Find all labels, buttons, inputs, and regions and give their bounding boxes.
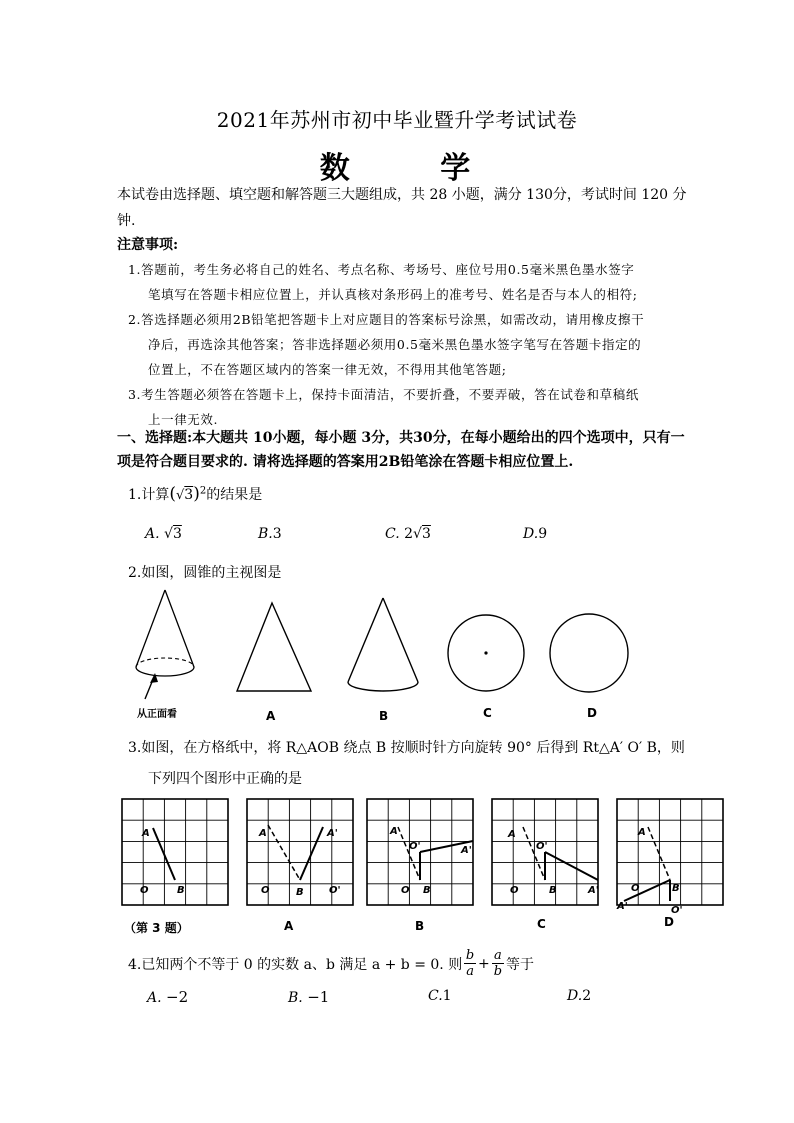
q1-option-c[interactable]: C. 2√3 (385, 526, 431, 542)
note-2-line2: 净后，再选涂其他答案；答非选择题必须用0.5毫米黑色墨水签字笔写在答题卡指定的 (148, 337, 642, 352)
svg-text:O: O (631, 883, 640, 894)
svg-text:O': O' (409, 841, 421, 852)
q3-caption: （第 3 题） (124, 921, 189, 935)
q1-option-d[interactable]: D.9 (523, 526, 548, 542)
svg-text:O: O (140, 885, 149, 896)
q3-option-d-figure[interactable] (616, 799, 723, 915)
q3-label-d: D (664, 915, 674, 929)
q2-figures (120, 585, 650, 725)
exam-title: 2021年苏州市初中毕业暨升学考试试卷 (216, 108, 578, 132)
q4-option-b[interactable]: B. −1 (288, 988, 330, 1006)
q3-label-a: A (284, 919, 294, 933)
svg-text:A: A (508, 829, 516, 840)
q1-stem-post: 的结果是 (206, 487, 263, 503)
q1-radicand: 3 (184, 487, 194, 503)
q4-option-a[interactable]: A. −2 (147, 988, 189, 1006)
svg-text:O: O (261, 885, 270, 896)
svg-text:O: O (401, 885, 410, 896)
svg-text:A': A' (327, 828, 338, 839)
q3-option-a-figure[interactable] (247, 799, 353, 905)
q3-option-b-figure[interactable] (367, 799, 473, 905)
q1-option-a[interactable]: A. √3 (145, 526, 182, 542)
subject-title: 数 学 (319, 151, 511, 186)
svg-text:A': A' (617, 901, 628, 912)
q3-option-c-figure[interactable] (492, 799, 599, 905)
note-2-line3: 位置上，不在答题区域内的答案一律无效，不得用其他笔答题; (148, 362, 507, 377)
svg-text:B: B (177, 885, 185, 896)
q1-stem-pre: 1.计算 (128, 487, 170, 503)
question-3-line1: 3.如图，在方格纸中，将 R△AOB 绕点 B 按顺时针方向旋转 90° 后得到 Rt△A′ O′ B，则 (128, 740, 685, 756)
q4-fraction-2: $\frac{a}{b}$ (493, 948, 503, 979)
svg-text:B: B (672, 883, 680, 894)
note-3-line1: 3.考生答题必须答在答题卡上，保持卡面清洁，不要折叠，不要弄破，答在试卷和草稿纸 (128, 387, 639, 402)
arrow-icon (145, 673, 158, 699)
svg-text:O': O' (671, 905, 683, 915)
q4-fraction-1: b a (465, 948, 475, 979)
notes-heading: 注意事项: (117, 237, 179, 253)
svg-text:A': A' (461, 845, 472, 856)
exam-intro: 本试卷由选择题、填空题和解答题三大题组成，共 28 小题，满分 130分，考试时间 120 分钟. (117, 187, 687, 229)
question-4: 4.已知两个不等于 0 的实数 a、b 满足 a + b = 0. 则 b a + $\frac{a}{b}$ 等于 (128, 948, 535, 979)
q2-label-d: D (587, 706, 597, 720)
section-1-instructions: 一、选择题:本大题共 10小题，每小题 3分，共30分，在每小题给出的四个选项中，只有一项是符合题目要求的. 请将选择题的答案用2B铅笔涂在答题卡相应位置上. (117, 430, 685, 470)
q2-option-c-figure[interactable] (448, 615, 524, 691)
q2-label-c: C (483, 706, 492, 720)
svg-text:A: A (259, 828, 267, 839)
q2-cone-3d (136, 590, 194, 676)
q3-label-c: C (537, 917, 546, 931)
note-2-line1: 2.答选择题必须用2B铅笔把答题卡上对应题目的答案标号涂黑，如需改动，请用橡皮擦干 (128, 312, 645, 327)
q4-option-d[interactable]: D.2 (567, 988, 592, 1004)
q2-option-a-figure[interactable] (237, 603, 311, 691)
q3-label-b: B (415, 919, 425, 933)
question-1: 1.计算$(√3)^2$的结果是 (128, 484, 263, 504)
svg-text:B: B (423, 885, 431, 896)
q2-option-b-figure[interactable] (348, 598, 418, 691)
q2-label-a: A (266, 709, 276, 723)
question-3-line2: 下列四个图形中正确的是 (148, 771, 302, 787)
question-2: 2.如图，圆锥的主视图是 (128, 565, 282, 581)
note-1-line1: 1.答题前，考生务必将自己的姓名、考点名称、考场号、座位号用0.5毫米黑色墨水签字 (128, 262, 635, 277)
svg-text:A: A (390, 826, 398, 837)
q4-option-c[interactable]: C.1 (428, 988, 452, 1004)
svg-text:A': A' (588, 885, 599, 896)
note-3-line2: 上一律无效. (148, 412, 219, 427)
svg-text:B: B (549, 885, 557, 896)
svg-text:A: A (638, 827, 646, 838)
q3-figures (118, 795, 730, 915)
q2-front-view-label: 从正面看 (137, 709, 177, 720)
svg-text:O': O' (329, 885, 341, 896)
q2-label-b: B (379, 709, 389, 723)
note-1-line2: 笔填写在答题卡相应位置上，并认真核对条形码上的准考号、姓名是否与本人的相符; (148, 287, 638, 302)
q4-stem-pre: 4.已知两个不等于 0 的实数 a、b 满足 a + b = 0. 则 (128, 956, 463, 973)
svg-text:O: O (510, 885, 519, 896)
svg-text:B: B (296, 887, 304, 898)
svg-text:A: A (142, 828, 150, 839)
svg-text:O': O' (536, 841, 548, 852)
q4-stem-post: 等于 (506, 956, 535, 973)
q1-exponent: 2 (199, 485, 207, 497)
q2-option-d-figure[interactable] (550, 614, 628, 692)
q3-original-figure (122, 799, 228, 905)
q1-option-b[interactable]: B.3 (258, 526, 282, 542)
